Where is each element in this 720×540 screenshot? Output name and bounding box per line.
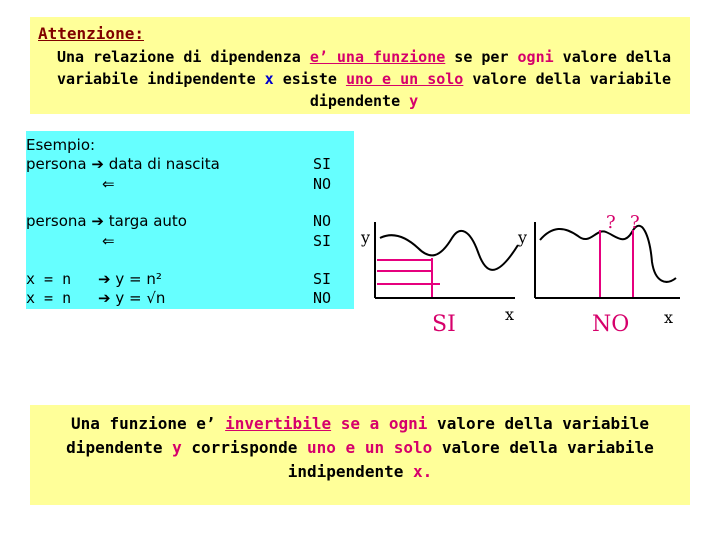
- def-text-5: valore della variabile indipendente: [56, 48, 672, 88]
- graph2-question-mark-1: ?: [606, 212, 616, 233]
- def-text-1: Una relazione di dipendenza: [56, 48, 310, 66]
- def-text-2: e’ una funzione: [309, 48, 446, 66]
- row1-answer-2: NO: [313, 175, 332, 193]
- right-arrow-icon: ➔: [91, 212, 104, 230]
- row1-target: data di nascita: [108, 155, 220, 173]
- graph2-y-label: y: [518, 228, 528, 247]
- row2-answer-1: NO: [313, 212, 332, 230]
- right-arrow-icon: ➔: [98, 270, 111, 288]
- row4-answer: NO: [313, 289, 332, 307]
- row2-subject: persona: [26, 212, 87, 230]
- inv-text-5: valore della variabile dipendente: [66, 414, 649, 457]
- def-var-x: x: [264, 70, 274, 88]
- row3-answer: SI: [313, 270, 332, 288]
- inv-text-8: valore della variabile indipendente: [287, 438, 654, 481]
- def-text-3: se per: [445, 48, 518, 66]
- graph2-verdict: NO: [592, 312, 630, 337]
- title: Attenzione:: [38, 24, 144, 43]
- row4-formula: y = √n: [115, 289, 166, 307]
- row3-formula: y = n²: [115, 270, 162, 288]
- right-arrow-icon: ➔: [98, 289, 111, 307]
- graph1-curve: [380, 231, 518, 270]
- def-text-4: ogni: [517, 48, 554, 66]
- row4-left: x = n: [26, 289, 72, 307]
- left-arrow-icon: ⇐: [102, 175, 115, 193]
- def-text-7: uno e un solo: [345, 70, 464, 88]
- row3-left: x = n: [26, 270, 72, 288]
- inverse-definition: [40, 412, 680, 484]
- def-text-8: valore della variabile dipendente: [309, 70, 672, 110]
- inv-var-y: y: [172, 438, 182, 457]
- row2-answer-2: SI: [313, 232, 332, 250]
- graph2-curve: [540, 226, 676, 282]
- inv-text-6: corrisponde: [181, 438, 308, 457]
- graph2-question-mark-2: ?: [630, 212, 640, 233]
- inv-text-4: ogni: [388, 414, 428, 433]
- inv-text-3: se a: [331, 414, 389, 433]
- inv-text-7: uno e un solo: [307, 438, 433, 457]
- row1-answer-1: SI: [313, 155, 332, 173]
- left-arrow-icon: ⇐: [102, 232, 115, 250]
- row1-subject: persona: [26, 155, 87, 173]
- graph1-y-label: y: [361, 228, 371, 247]
- graph2-x-label: x: [664, 308, 674, 327]
- row2-target: targa auto: [108, 212, 187, 230]
- examples-heading: Esempio:: [26, 136, 96, 154]
- graph1-verdict: SI: [432, 312, 456, 337]
- def-var-y: y: [409, 92, 419, 110]
- right-arrow-icon: ➔: [91, 155, 104, 173]
- def-text-6: esiste: [273, 70, 346, 88]
- graph1-x-label: x: [505, 305, 515, 324]
- inv-text-2: invertibile: [225, 414, 332, 433]
- inv-var-x: x.: [412, 462, 433, 481]
- inv-text-1: Una funzione e’: [71, 414, 226, 433]
